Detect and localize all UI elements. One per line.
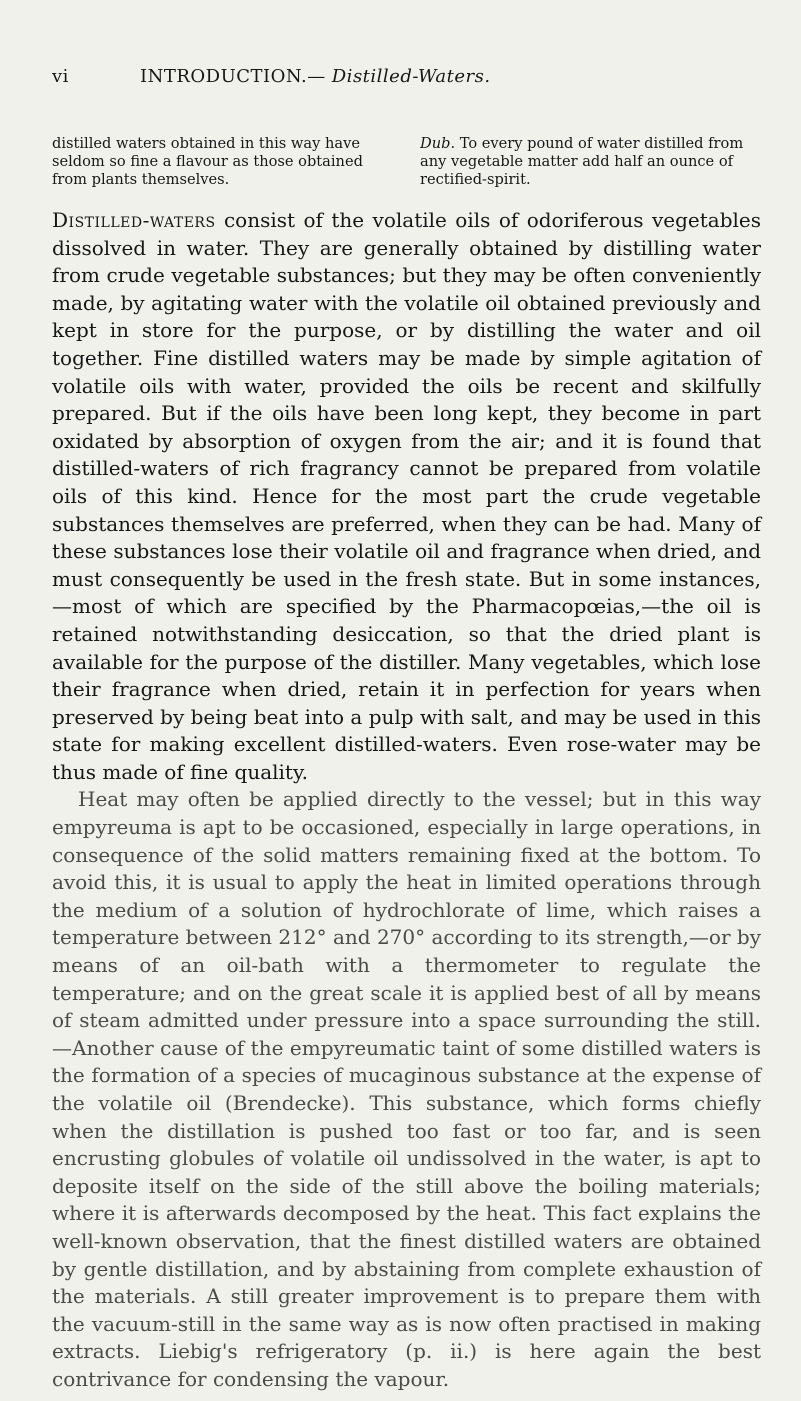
paragraph-2: Heat may often be applied directly to the vessel; but in this way empyreuma is apt to be occasioned, especially in large operations, in consequence of the solid matters remaining fixed at the bottom. To avoid this, it is usual to apply the heat in limited operations through the medium of a solution of hydrochlorate of lime, which raises a temperature between 212° and 270° according to its strength,—or by means of an oil-bath with a thermometer to regulate the temperature; and on the great scale it is applied best of all by means of steam admitted under pressure into a space surrounding the still.—Another cause of the empyreumatic taint of some distilled waters is the formation of a species of mucaginous substance at the expense of the volatile oil (Brendecke). This substance, which forms chiefly when the distillation is pushed too fast or too far, and is seen encrusting globules of volatile oil undissolved in the water, is apt to deposite itself on the side of the still above the boiling materials; where it is afterwards decomposed by the heat. This fact explains the well-known observation, that the finest distilled waters are obtained by gentle distillation, and by abstaining from complete exhaustion of the materials. A still greater improvement is to prepare them with the vacuum-still in the same way as is now often practised in making extracts. Liebig's refrigeratory (p. ii.) is here again the best contrivance for condensing the vapour.: [52, 787, 761, 1391]
footnote-label: Dub.: [420, 135, 456, 152]
footnote-block: [52, 135, 761, 189]
paragraph-1-text: consist of the volatile oils of odoriferous vegetables dissolved in water. They are generally obtained by distilling water from crude vegetable substances; but they may be often conveniently made, by agitating water with the volatile oil obtained previously and kept in store for the purpose, or by distilling the water and oil together. Fine distilled waters may be made by simple agitation of volatile oils with water, provided the oils be recent and skilfully prepared. But if the oils have been long kept, they become in part oxidated by absorption of oxygen from the air; and it is found that distilled-waters of rich fragrancy cannot be prepared from volatile oils of this kind. Hence for the most part the crude vegetable substances themselves are preferred, when they can be had. Many of these substances lose their volatile oil and fragrance when dried, and must consequently be used in the fresh state. But in some instances,—most of which are specified by the Pharmacopœias,—the oil is retained notwithstanding desiccation, so that the dried plant is available for the purpose of the distiller. Many vegetables, which lose their fragrance when dried, retain it in perfection for years when preserved by being beat into a pulp with salt, and may be used in this state for making excellent distilled-waters. Even rose-water may be thus made of fine quality.: [52, 208, 761, 784]
main-text: [52, 207, 761, 1394]
section-subtitle: Distilled-Waters.: [331, 66, 491, 87]
footnote-right-text: To every pound of water distilled from any vegetable matter add half an ounce of rectified-spirit.: [420, 135, 744, 188]
paragraph-1: [52, 207, 761, 786]
section-title: INTRODUCTION.—: [140, 66, 326, 87]
page-number: vi: [52, 66, 69, 87]
footnote-right: [420, 135, 761, 189]
running-head: [52, 66, 761, 87]
paragraph-lead: Distilled-waters: [52, 208, 216, 232]
footnote-left: distilled waters obtained in this way have seldom so fine a flavour as those obtained from plants themselves.: [52, 135, 363, 188]
